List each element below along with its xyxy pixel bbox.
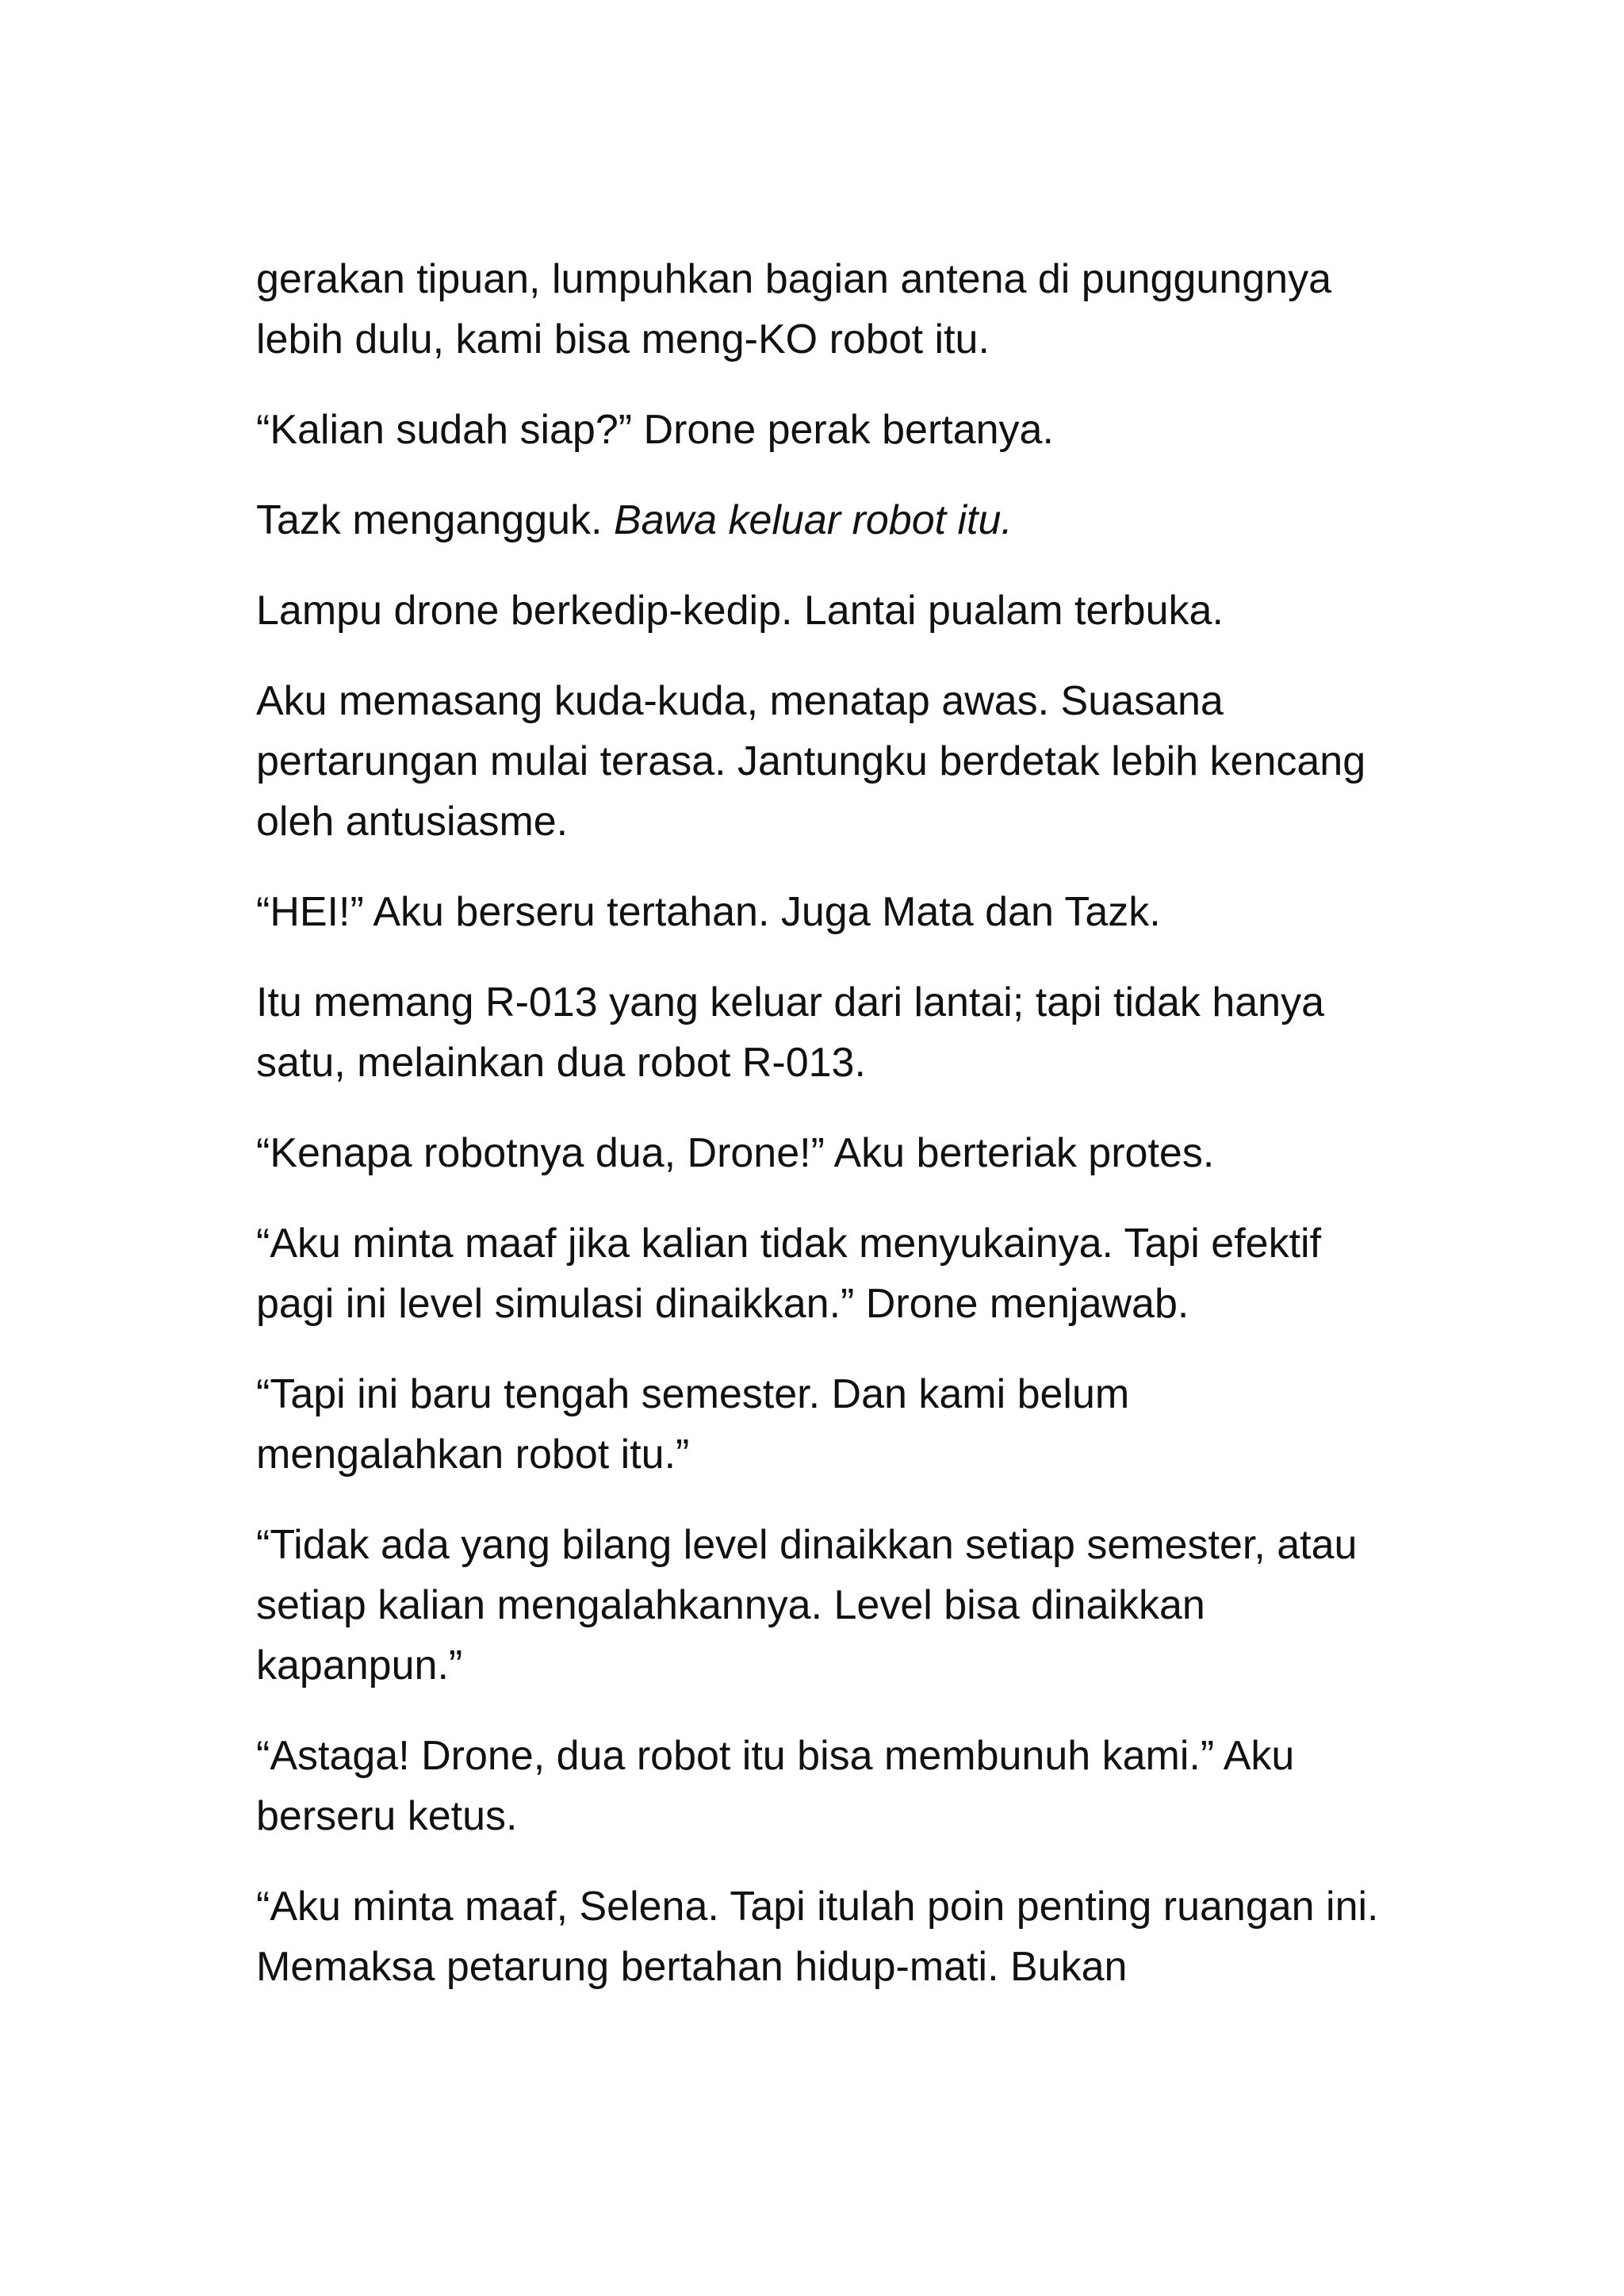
paragraph-11: “Tidak ada yang bilang level dinaikkan setiap semester, atau setiap kalian mengalahkannya. Level bisa dinaikkan kapanpun.”: [256, 1522, 1358, 1688]
paragraph-3-text: Tazk mengangguk.: [256, 497, 614, 543]
paragraph-2: “Kalian sudah siap?” Drone perak bertanya.: [256, 407, 1054, 453]
paragraph-8: “Kenapa robotnya dua, Drone!” Aku berteriak protes.: [256, 1130, 1215, 1176]
body-text: [256, 249, 1382, 2027]
paragraph-10: “Tapi ini baru tengah semester. Dan kami belum mengalahkan robot itu.”: [256, 1371, 1130, 1478]
paragraph-4: Lampu drone berkedip-kedip. Lantai pualam terbuka.: [256, 588, 1224, 634]
paragraph-1: gerakan tipuan, lumpuhkan bagian antena di punggungnya lebih dulu, kami bisa meng-KO robot itu.: [256, 256, 1331, 362]
paragraph-6: “HEI!” Aku berseru tertahan. Juga Mata dan Tazk.: [256, 889, 1161, 935]
paragraph-3: [256, 490, 1382, 550]
paragraph-3-italic: Bawa keluar robot itu.: [613, 497, 1013, 543]
paragraph-9: “Aku minta maaf jika kalian tidak menyukainya. Tapi efektif pagi ini level simulasi dinaikkan.” Drone menjawab.: [256, 1221, 1322, 1327]
paragraph-7: Itu memang R-013 yang keluar dari lantai; tapi tidak hanya satu, melainkan dua robot R-013.: [256, 979, 1324, 1086]
paragraph-13: “Aku minta maaf, Selena. Tapi itulah poin penting ruangan ini. Memaksa petarung bertahan hidup-mati. Bukan: [256, 1884, 1379, 1990]
paragraph-12: “Astaga! Drone, dua robot itu bisa membunuh kami.” Aku berseru ketus.: [256, 1733, 1295, 1839]
paragraph-5: Aku memasang kuda-kuda, menatap awas. Suasana pertarungan mulai terasa. Jantungku berdetak lebih kencang oleh antusiasme.: [256, 678, 1366, 845]
